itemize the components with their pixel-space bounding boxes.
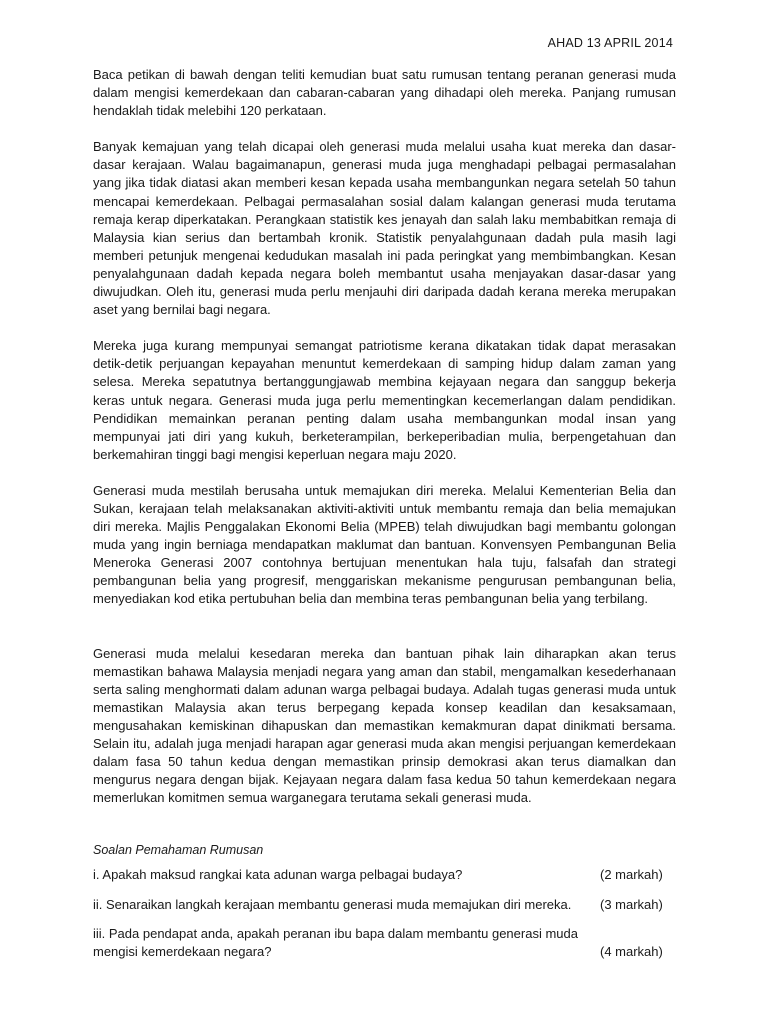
passage-paragraph-4: Generasi muda melalui kesedaran mereka dan bantuan pihak lain diharapkan akan terus memastikan bahawa Malaysia menjadi negara yang aman dan stabil, mengamalkan kesederhanaan serta saling menghormati dalam adunan warga pelbagai budaya. Adalah tugas generasi muda untuk memastikan Malaysia akan terus berpegang kepada konsep keadilan dan kesaksamaan, mengusahakan kemiskinan dihapuskan dan memastikan kemakmuran dapat dinikmati bersama. Selain itu, adalah juga menjadi harapan agar generasi muda akan mengisi perjuangan kemerdekaan dalam fasa 50 tahun kedua dengan memastikan prinsip demokrasi akan terus diamalkan dan mengurus negara dengan bijak. Kejayaan negara dalam fasa kedua 50 tahun kemerdekaan negara memerlukan komitmen semua warganegara terutama sekali generasi muda. [93,645,676,806]
passage-paragraph-2: Mereka juga kurang mempunyai semangat patriotisme kerana dikatakan tidak dapat merasakan detik-detik perjuangan kepayahan menuntut kemerdekaan di samping hidup dalam zaman yang selesa. Mereka sepatutnya bertanggungjawab membina kejayaan negara dan sanggup bekerja keras untuk negara. Generasi muda juga perlu mementingkan kecemerlangan dalam pendidikan. Pendidikan memainkan peranan penting dalam usaha membangunkan modal insan yang mempunyai jati diri yang kukuh, berketerampilan, berkeperibadian mulia, berpengetahuan dan berkemahiran tinggi bagi mengisi keperluan negara maju 2020. [93,338,676,462]
question-item-2 [93,896,676,914]
document-date: AHAD 13 APRIL 2014 [547,36,673,50]
questions-heading: Soalan Pemahaman Rumusan [93,843,264,858]
passage-paragraph-3: Generasi muda mestilah berusaha untuk memajukan diri mereka. Melalui Kementerian Belia dan Sukan, kerajaan telah melaksanakan aktiviti-aktiviti untuk membantu remaja dan belia memajukan diri mereka. Majlis Penggalakan Ekonomi Belia (MPEB) telah diwujudkan bagi membantu golongan muda yang ingin berniaga mendapatkan maklumat dan bantuan. Konvensyen Pembangunan Belia Meneroka Generasi 2007 contohnya bertujuan menentukan hala tuju, falsafah dan strategi pembangunan belia yang progresif, menggariskan mekanisme pengurusan pembangunan belia, menyediakan kod etika pertubuhan belia dan membina teras pembangunan belia yang terbilang. [93,482,676,607]
instruction-paragraph: Baca petikan di bawah dengan teliti kemudian buat satu rumusan tentang peranan generasi muda dalam mengisi kemerdekaan dan cabaran-cabaran yang dihadapi oleh mereka. Panjang rumusan hendaklah tidak melebihi 120 perkataan. [93,67,676,119]
question-marks: (4 markah) [600,943,663,959]
question-marks: (2 markah) [600,867,663,883]
question-item-1 [93,866,676,884]
question-marks: (3 markah) [600,896,663,912]
question-text: iii. Pada pendapat anda, apakah peranan ibu bapa dalam membantu generasi muda mengisi kemerdekaan negara? [93,925,578,959]
question-text: ii. Senaraikan langkah kerajaan membantu generasi muda memajukan diri mereka. [93,896,572,912]
document-body [93,66,676,972]
passage-paragraph-1: Banyak kemajuan yang telah dicapai oleh generasi muda melalui usaha kuat mereka dan dasar-dasar kerajaan. Walau bagaimanapun, generasi muda juga menghadapi pelbagai permasalahan yang jika tidak diatasi akan memberi kesan kepada usaha membangunkan negara setelah 50 tahun mencapai kemerdekaan. Pelbagai permasalahan sosial dalam kalangan generasi muda terutama remaja kerap diperkatakan. Perangkaan statistik kes jenayah dan salah laku membabitkan remaja di Malaysia kian serius dan bertambah kronik. Statistik penyalahgunaan dadah pula masih lagi memberi petunjuk mengenai kedudukan masalah ini pada peringkat yang membimbangkan. Kesan penyalahgunaan dadah kepada negara boleh membantut usaha menjayakan dasar-dasar yang diwujudkan. Oleh itu, generasi muda perlu menjauhi diri daripada dadah kerana mereka merupakan aset yang bernilai bagi negara. [93,139,676,318]
question-item-3 [93,925,676,961]
question-text: i. Apakah maksud rangkai kata adunan warga pelbagai budaya? [93,867,463,883]
